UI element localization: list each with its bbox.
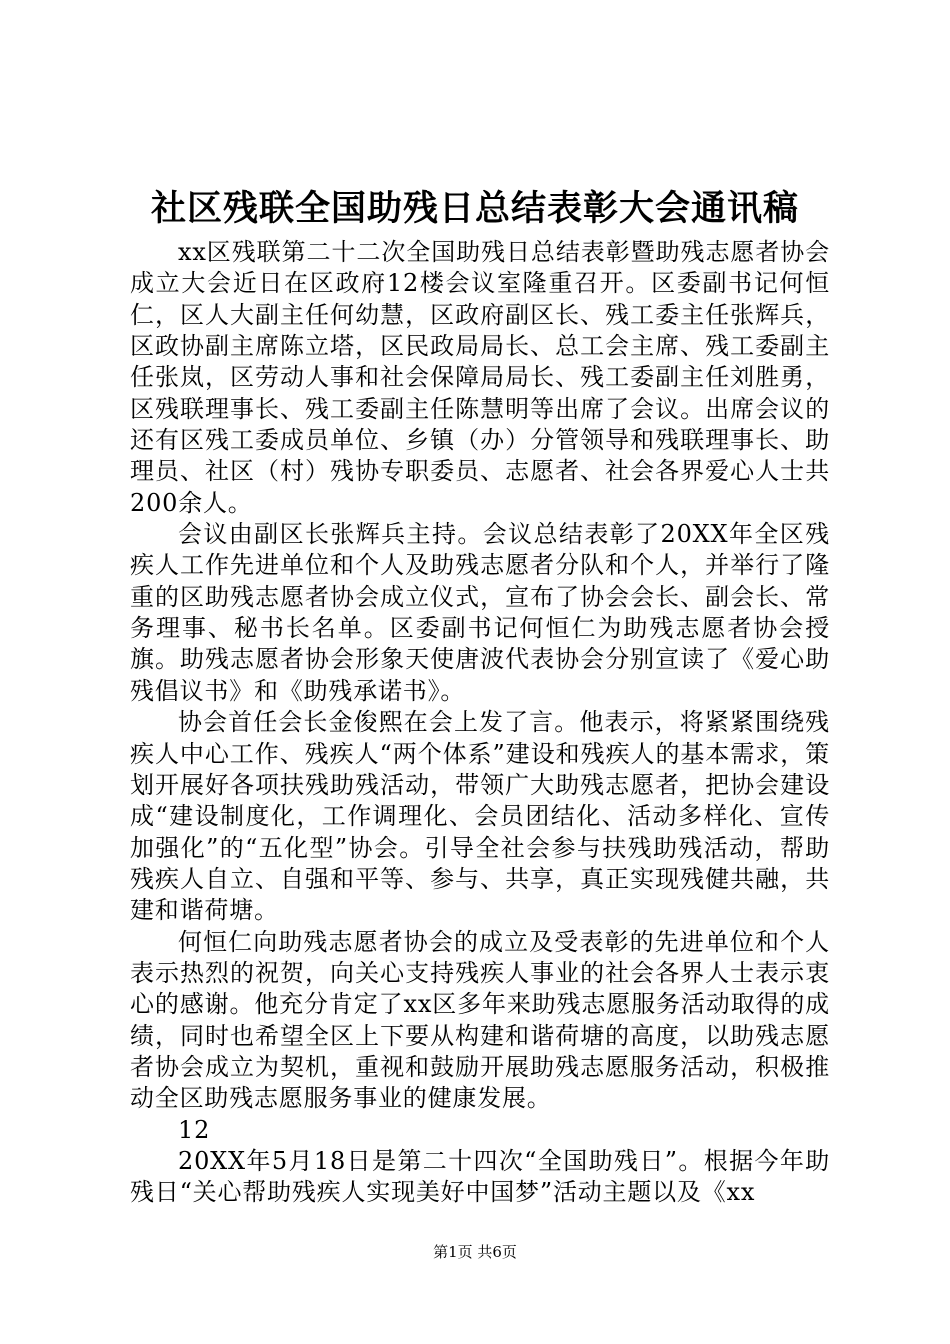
body-paragraph: 协会首任会长金俊熙在会上发了言。他表示，将紧紧围绕残疾人中心工作、残疾人“两个体系”建设和残疾人的基本需求，策划开展好各项扶残助残活动，带领广大助残志愿者，把协会建设成“建设制度化，工作调理化、会员团结化、活动多样化、宣传加强化”的“五化型”协会。引导全社会参与扶残助残活动，帮助残疾人自立、自强和平等、参与、共享，真正实现残健共融，共建和谐荷塘。 [130,708,830,925]
body-paragraph: 会议由副区长张辉兵主持。会议总结表彰了20XX年全区残疾人工作先进单位和个人及助残志愿者分队和个人，并举行了隆重的区助残志愿者协会成立仪式，宣布了协会会长、副会长、常务理事、秘书长名单。区委副书记何恒仁为助残志愿者协会授旗。助残志愿者协会形象天使唐波代表协会分别宣读了《爱心助残倡议书》和《助残承诺书》。 [130,520,830,705]
body-paragraph: 20XX年5月18日是第二十四次“全国助残日”。根据今年助残日“关心帮助残疾人实现美好中国梦”活动主题以及《xx [130,1146,830,1207]
page-number: 第1页 共6页 [433,1243,517,1261]
document-title: 社区残联全国助残日总结表彰大会通讯稿 [150,188,799,229]
body-paragraph: xx区残联第二十二次全国助残日总结表彰暨助残志愿者协会成立大会近日在区政府12楼会议室隆重召开。区委副书记何恒仁，区人大副主任何幼慧，区政府副区长、残工委主任张辉兵，区政协副主席陈立塔，区民政局局长、总工会主席、残工委副主任张岚，区劳动人事和社会保障局局长、残工委副主任刘胜勇，区残联理事长、残工委副主任陈慧明等出席了会议。出席会议的还有区残工委成员单位、乡镇（办）分管领导和残联理事长、助理员、社区（村）残协专职委员、志愿者、社会各界爱心人士共200余人。 [130,238,830,517]
document-body [130,237,830,1209]
body-paragraph: 12 [178,1115,211,1144]
body-paragraph: 何恒仁向助残志愿者协会的成立及受表彰的先进单位和个人表示热烈的祝贺，向关心支持残疾人事业的社会各界人士表示衷心的感谢。他充分肯定了xx区多年来助残志愿服务活动取得的成绩，同时也希望全区上下要从构建和谐荷塘的高度，以助残志愿者协会成立为契机，重视和鼓励开展助残志愿服务活动，积极推动全区助残志愿服务事业的健康发展。 [130,927,830,1113]
